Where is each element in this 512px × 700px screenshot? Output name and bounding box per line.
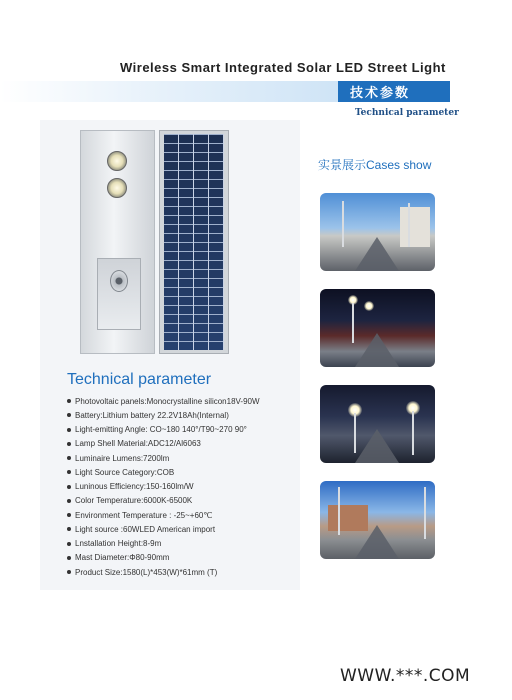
spec-list — [67, 394, 307, 579]
bullet-icon — [67, 570, 71, 574]
cn-section-heading: 技术参数 — [350, 85, 411, 100]
en-section-heading: Technical parameter — [355, 108, 459, 118]
heading-band-gradient — [0, 81, 338, 102]
solar-panel-image — [164, 134, 224, 350]
case-photo-night-road — [320, 289, 435, 367]
spec-item: Environment Temperature : -25~+60℃ — [67, 508, 307, 522]
spec-item: Product Size:1580(L)*453(W)*61mm (T) — [67, 565, 307, 579]
spec-item: Battery:Lithium battery 22.2V18Ah(Internal) — [67, 408, 307, 422]
bullet-icon — [67, 499, 71, 503]
bullet-icon — [67, 399, 71, 403]
bullet-icon — [67, 470, 71, 474]
bullet-icon — [67, 527, 71, 531]
led-module-icon — [107, 151, 127, 171]
mounting-bracket-image — [97, 258, 141, 330]
website-watermark: WWW.***.COM — [340, 666, 471, 686]
spec-item: Color Temperature:6000K-6500K — [67, 494, 307, 508]
mounting-tube-icon — [110, 270, 128, 292]
case-photo-night-lights — [320, 385, 435, 463]
bullet-icon — [67, 542, 71, 546]
bullet-icon — [67, 556, 71, 560]
spec-item: Light Source Category:COB — [67, 465, 307, 479]
spec-item: Lamp Shell Material:ADC12/Al6063 — [67, 437, 307, 451]
bullet-icon — [67, 428, 71, 432]
technical-parameter-title: Technical parameter — [67, 371, 212, 388]
bullet-icon — [67, 413, 71, 417]
spec-item: Photovoltaic panels:Monocrystalline silicon18V-90W — [67, 394, 307, 408]
spec-item: Luninous Efficiency:150-160lm/W — [67, 480, 307, 494]
led-module-icon — [107, 178, 127, 198]
spec-item: Lnstallation Height:8-9m — [67, 537, 307, 551]
case-photo-daytime-trees — [320, 481, 435, 559]
spec-item: Light-emitting Angle: CO~180 140°/T90~270 90° — [67, 423, 307, 437]
bullet-icon — [67, 485, 71, 489]
page-title: Wireless Smart Integrated Solar LED Street Light — [120, 60, 446, 75]
bullet-icon — [67, 456, 71, 460]
bullet-icon — [67, 442, 71, 446]
case-photo-daytime-road — [320, 193, 435, 271]
spec-item: Mast Diameter:Φ80-90mm — [67, 551, 307, 565]
bullet-icon — [67, 513, 71, 517]
cases-show-heading: 实景展示Cases show — [318, 158, 432, 172]
spec-item: Luminaire Lumens:7200lm — [67, 451, 307, 465]
spec-item: Light source :60WLED American import — [67, 522, 307, 536]
